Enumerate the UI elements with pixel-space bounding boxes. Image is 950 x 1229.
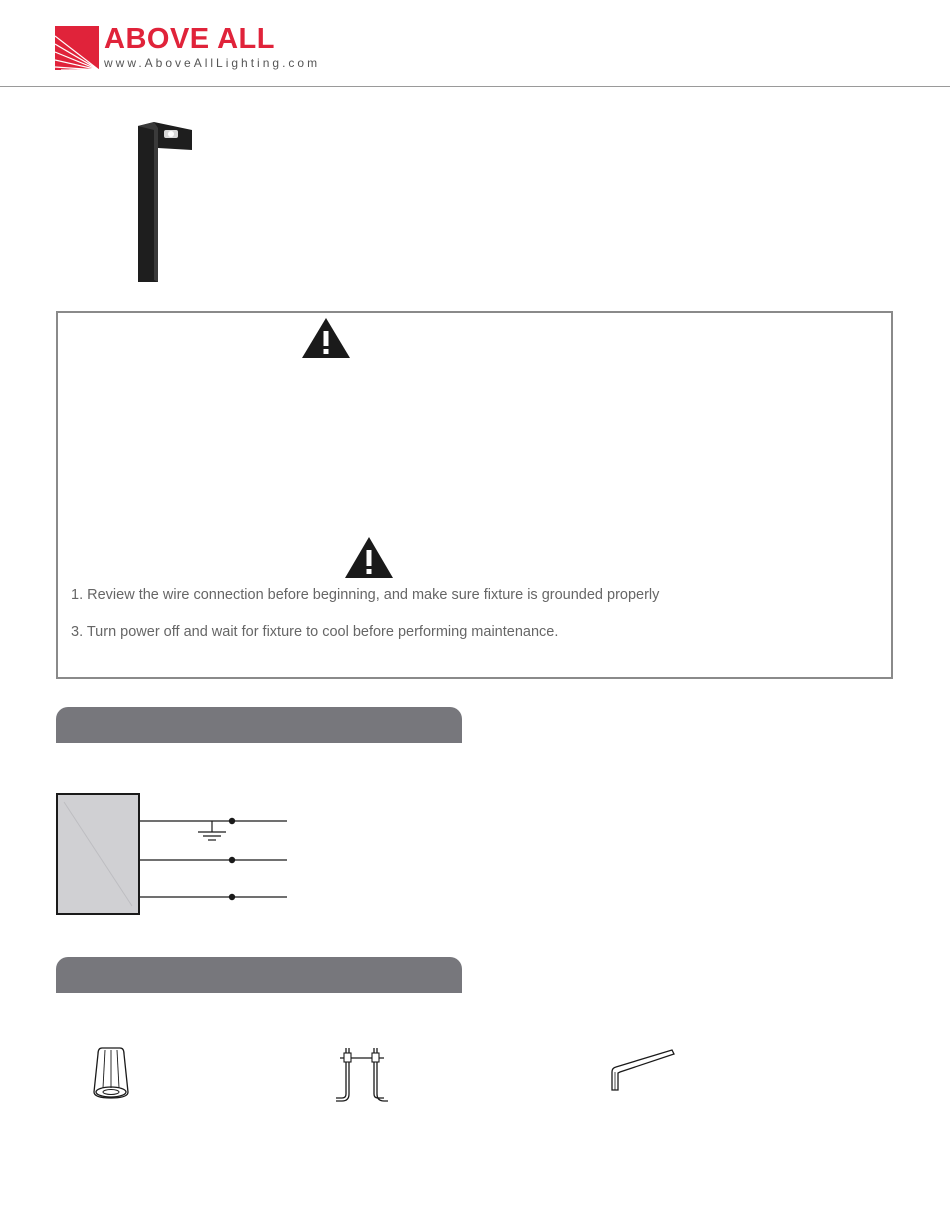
warning-triangle-icon	[302, 318, 350, 358]
hex-key-icon	[606, 1046, 678, 1094]
section-header-bar	[56, 957, 462, 993]
header-divider	[0, 86, 950, 87]
ground-stake-bracket-icon	[330, 1044, 394, 1102]
warning-line: 3. Turn power off and wait for fixture to cool before performing maintenance.	[71, 624, 559, 640]
website-url: www.AboveAllLighting.com	[104, 56, 321, 70]
sunburst-logo-icon	[55, 26, 99, 70]
warning-triangle-icon	[345, 537, 393, 578]
warning-line: 1. Review the wire connection before beginning, and make sure fixture is grounded properly	[71, 587, 660, 603]
brand-name: ABOVE ALL	[104, 23, 275, 55]
path-light-fixture-icon	[128, 120, 200, 286]
wire-nut-icon	[90, 1044, 132, 1102]
wiring-diagram-icon	[54, 790, 294, 918]
section-header-bar	[56, 707, 462, 743]
